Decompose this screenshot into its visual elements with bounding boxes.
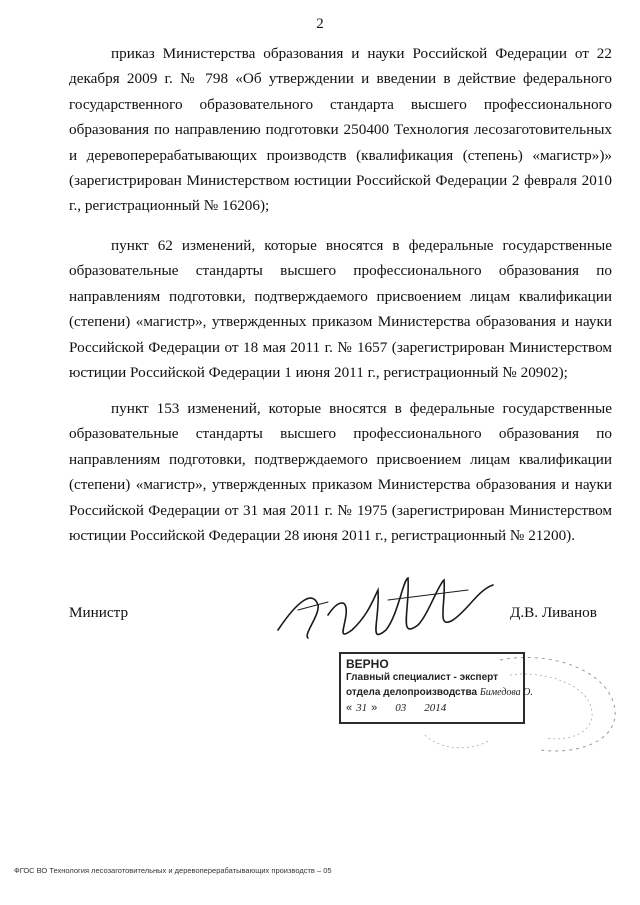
signatory-name: Д.В. Ливанов: [510, 604, 597, 621]
paragraph-order-798: приказ Министерства образования и науки Российской Федерации от 22 декабря 2009 г. № 798 «Об утверждении и введении в действие федерального государственного образовательного стандарта высшего профессионального образования по направлению подготовки 250400 Технология лесозаготовительных и деревоперерабатывающих производств (квалификация (степень) «магистр»)» (зарегистрирован Министерством юстиции Российской Федерации 2 февраля 2010 г., регистрационный № 16206);: [69, 45, 612, 215]
document-footer: ФГОС ВО Технология лесозаготовительных и деревоперерабатывающих производств – 05: [14, 866, 332, 875]
stamp-date-open-quote: «: [346, 702, 353, 714]
paragraph-item-153: пункт 153 изменений, которые вносятся в федеральные государственные образовательные стандарты высшего профессионального образования по направлениям подготовки, подтверждаемого присвоением лицам квалификации (степени) «магистр», утвержденных приказом Министерства образования и науки Российской Федерации от 31 мая 2011 г. № 1975 (зарегистрирован Министерством юстиции Российской Федерации 28 июня 2011 г., регистрационный № 21200).: [69, 400, 612, 545]
stamp-date: [346, 702, 446, 714]
signatory-title: Министр: [69, 604, 129, 621]
stamp-department: [346, 687, 533, 698]
stamp-handwritten-name: Бимедова О.: [479, 687, 533, 698]
stamp-heading: ВЕРНО: [346, 657, 389, 671]
page-number: 2: [316, 16, 324, 32]
stamp-day: 31: [356, 702, 368, 714]
certification-stamp: [339, 652, 533, 724]
stamp-department-text: отдела делопроизводства: [346, 687, 478, 698]
stamp-month: 03: [395, 702, 407, 714]
stamp-date-close-quote: »: [371, 702, 378, 714]
stamp-position: Главный специалист - эксперт: [346, 672, 499, 683]
paragraph-item-62: пункт 62 изменений, которые вносятся в федеральные государственные образовательные стандарты высшего профессионального образования по направлениям подготовки, подтверждаемого присвоением лицам квалификации (степени) «магистр», утвержденных приказом Министерства образования и науки Российской Федерации от 18 мая 2011 г. № 1657 (зарегистрирован Министерством юстиции Российской Федерации 1 июня 2011 г., регистрационный № 20902);: [69, 237, 612, 382]
stamp-year: 2014: [424, 702, 447, 714]
